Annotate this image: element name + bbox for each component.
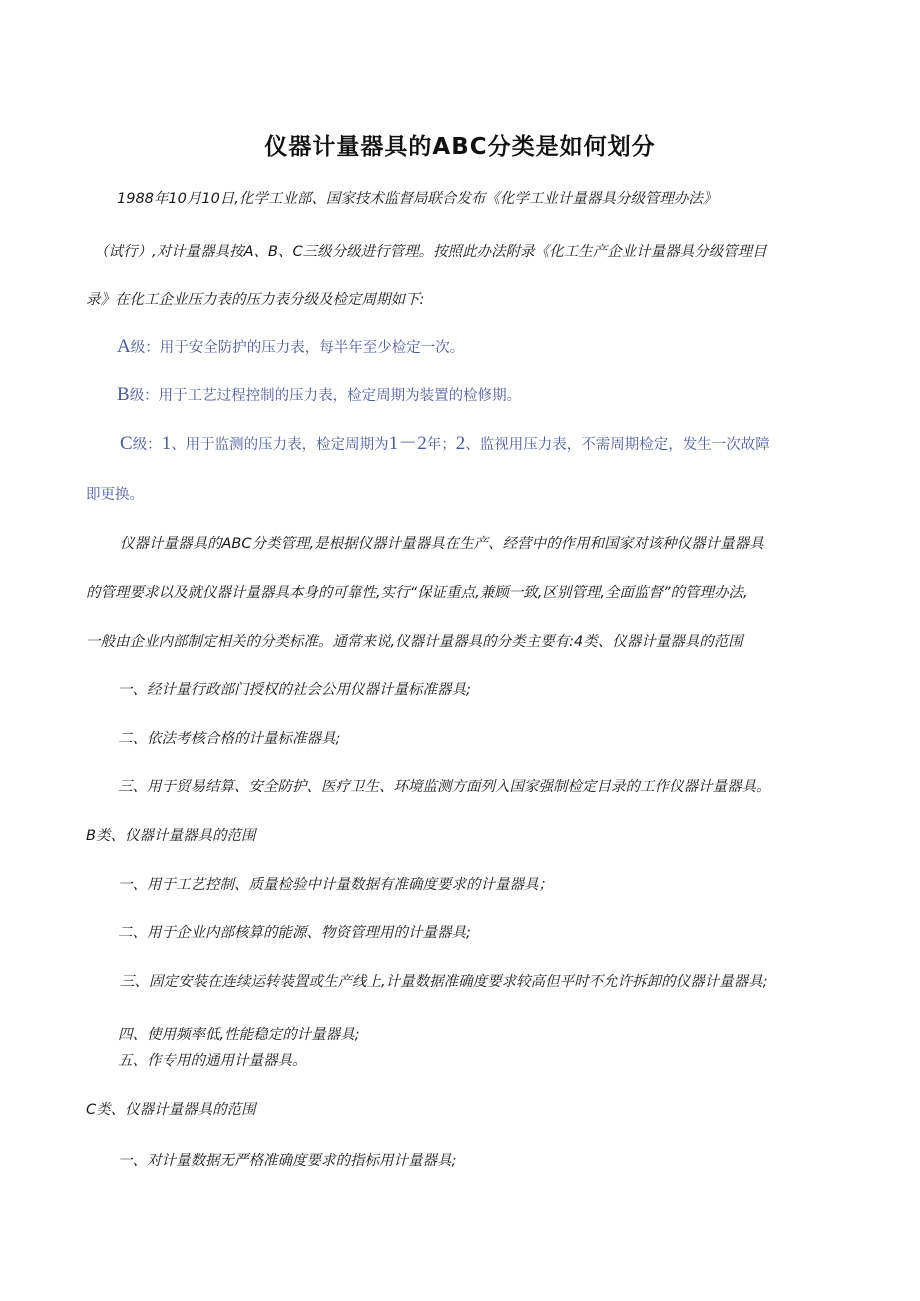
grade-c-num1: 1 <box>161 433 172 454</box>
b-item-3: 三、固定安装在连续运转装置或生产线上,计量数据准确度要求较高但平时不允许拆卸的仪器计量器具; <box>120 974 768 990</box>
grade-c-line-2: 即更换。 <box>86 487 144 503</box>
grade-c-part3: 年； <box>426 437 456 453</box>
a-item-2: 二、依法考核合格的计量标准器具; <box>118 731 341 747</box>
abc-paragraph-line-1: 仪器计量器具的ABC分类管理,是根据仪器计量器具在生产、经营中的作用和国家对该种仪器计量器具 <box>120 536 764 552</box>
b-item-4: 四、使用频率低,性能稳定的计量器具; <box>118 1027 360 1043</box>
grade-c-part2: 、用于监测的压力表，检定周期为 <box>171 437 389 453</box>
b-item-1: 一、用于工艺控制、质量检验中计量数据有准确度要求的计量器具； <box>118 877 553 893</box>
grade-a-text: 级：用于安全防护的压力表，每半年至少检定一次。 <box>130 340 465 356</box>
grade-c-part1: 级： <box>132 437 162 453</box>
abc-paragraph-line-2: 的管理要求以及就仪器计量器具本身的可靠性,实行“保证重点,兼顾一致,区别管理,全面监督”的管理办法, <box>86 585 748 601</box>
grade-b-line <box>117 385 521 406</box>
grade-b-letter: B <box>117 384 130 405</box>
c-item-1: 一、对计量数据无严格准确度要求的指标用计量器具; <box>118 1153 457 1169</box>
intro-line-1: 1988年10月10日,化学工业部、国家技术监督局联合发布《化学工业计量器具分级管理办法》 <box>117 191 718 207</box>
grade-c-num2: 2 <box>455 433 466 454</box>
grade-b-text: 级：用于工艺过程控制的压力表，检定周期为装置的检修期。 <box>129 388 522 404</box>
intro-line-2: （试行）,对计量器具按A、B、C三级分级进行管理。按照此办法附录《化工生产企业计量器具分级管理目 <box>94 244 767 260</box>
abc-paragraph-line-3: 一般由企业内部制定相关的分类标准。通常来说,仪器计量器具的分类主要有:4类、仪器计量器具的范围 <box>86 634 743 650</box>
document-title: 仪器计量器具的ABC分类是如何划分 <box>264 134 656 160</box>
b-item-2: 二、用于企业内部核算的能源、物资管理用的计量器具; <box>118 925 471 941</box>
grade-c-range: 1－2 <box>388 433 427 454</box>
grade-c-letter: C <box>120 433 133 454</box>
intro-line-3: 录》在化工企业压力表的压力表分级及检定周期如下: <box>86 292 425 308</box>
grade-a-letter: A <box>117 336 131 357</box>
c-class-heading: C类、仪器计量器具的范围 <box>86 1102 256 1118</box>
b-item-5: 五、作专用的通用计量器具。 <box>118 1053 307 1069</box>
grade-a-line <box>117 337 464 358</box>
grade-c-part4: 、监视用压力表，不需周期检定，发生一次故障 <box>465 437 770 453</box>
b-class-heading: B类、仪器计量器具的范围 <box>86 828 256 844</box>
a-item-1: 一、经计量行政部门授权的社会公用仪器计量标准器具; <box>118 682 471 698</box>
a-item-3: 三、用于贸易结算、安全防护、医疗卫生、环境监测方面列入国家强制检定目录的工作仪器计量器具。 <box>118 779 771 795</box>
grade-c-line <box>120 434 770 455</box>
